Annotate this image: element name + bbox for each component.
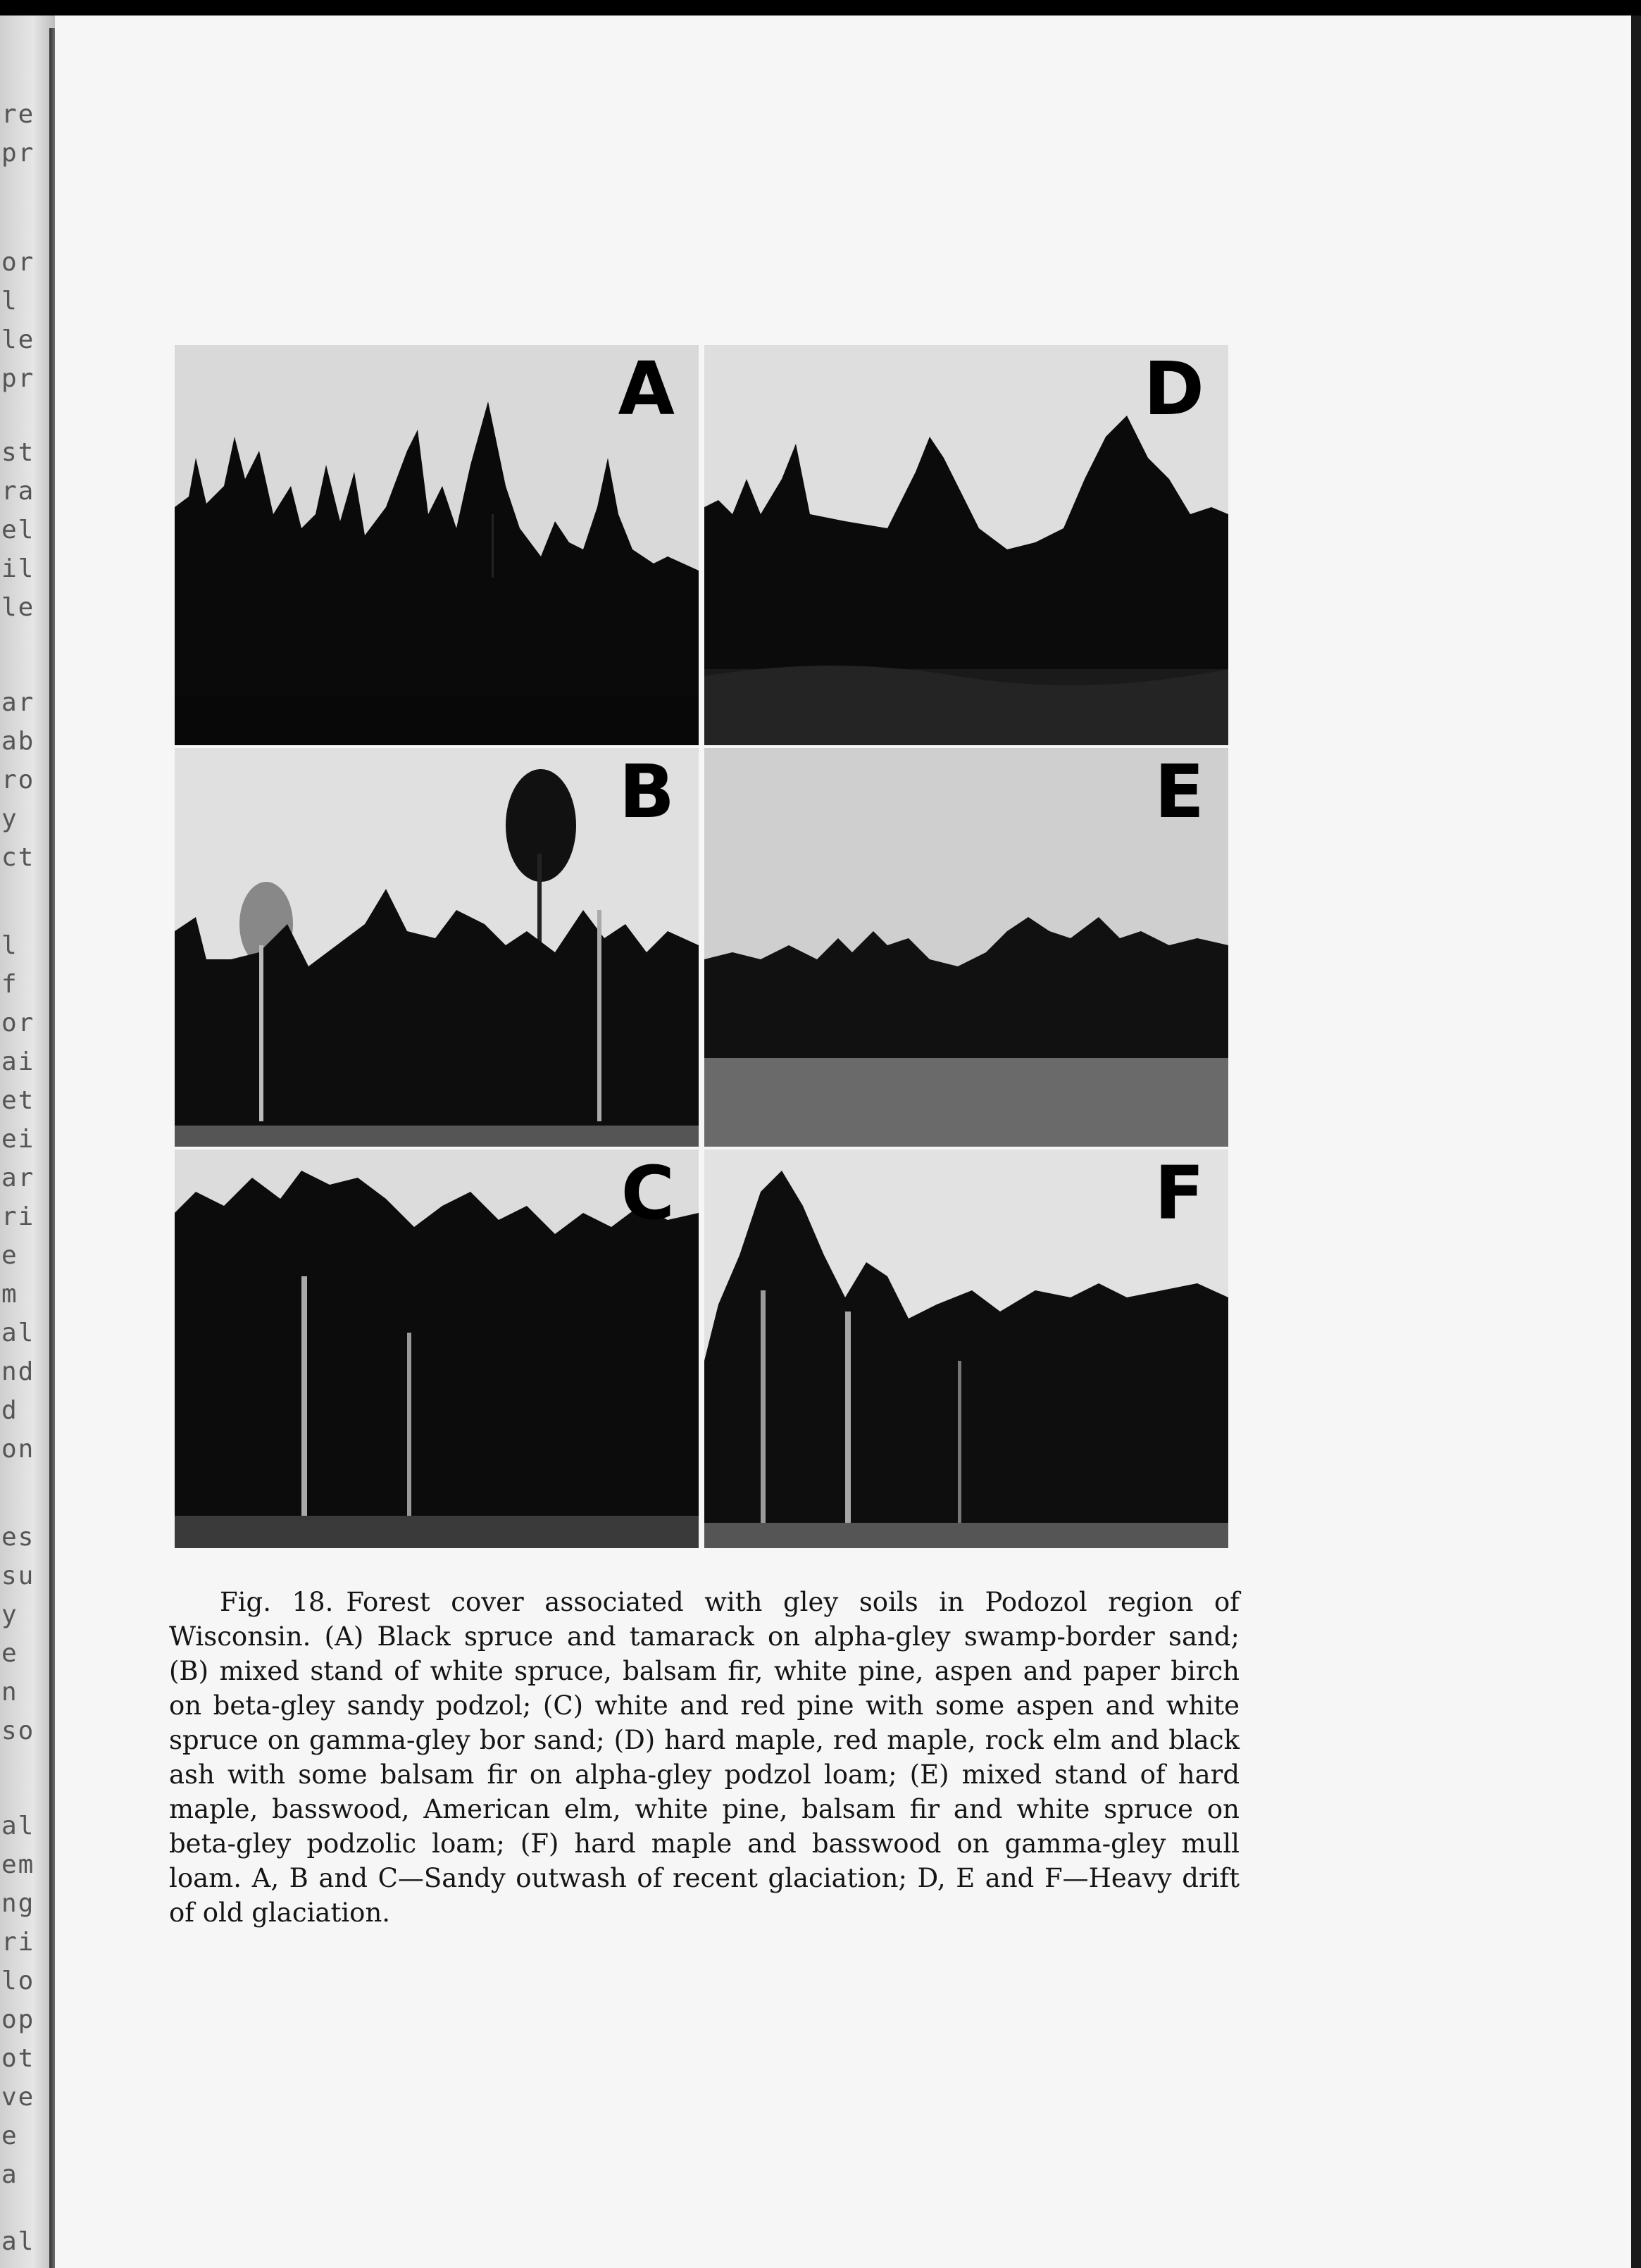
plate-label-e: E (1154, 749, 1204, 835)
photo-b-mixed-spruce-birch (175, 748, 699, 1147)
photo-c-white-red-pine (175, 1149, 699, 1548)
plate-label-a: A (618, 346, 675, 432)
photo-a-black-spruce-tamarack (175, 345, 699, 745)
figure-label: Fig. 18. (220, 1587, 334, 1617)
figure-caption-text: Forest cover associated with gley soils in Podozol region of Wisconsin. (A) Black spruce and tamarack on alpha-gley swamp-border sand; (B) mixed stand of white spruce, balsam fir, white pine, aspen and paper birch on beta-gley sandy podzol; (C) white and red pine with some aspen and white spruce on gamma-gley bor sand; (D) hard maple, red maple, rock elm and black ash with some balsam fir on alpha-gley podzol loam; (E) mixed stand of hard maple, basswood, American elm, white pine, balsam fir and white spruce on beta-gley podzolic loam; (F) hard maple and basswood on gamma-gley mull loam. A, B and C—Sandy outwash of recent glaciation; D, E and F—Heavy drift of old glaciation. (169, 1587, 1240, 1928)
plate-label-d: D (1143, 346, 1204, 432)
plate-label-b: B (618, 749, 675, 835)
photo-e-mixed-hardwood-conifer (704, 748, 1228, 1147)
underlying-page-edge: re pr or l le pr st ra el il le ar ab ro y ct l f or ai et ei ar ri e m al nd d on es su y e n so al em ng ri lo op ot ve e a al (0, 15, 55, 2268)
photo-d-hardwood-balsam (704, 345, 1228, 745)
photo-f-image (704, 1149, 1228, 1548)
photo-e-image (704, 748, 1228, 1147)
photo-f-maple-basswood (704, 1149, 1228, 1548)
photo-c-image (175, 1149, 699, 1548)
figure-caption (169, 1585, 1240, 1930)
plate-label-f: F (1154, 1150, 1204, 1236)
photo-plate-grid (175, 345, 1234, 1564)
scan-top-border (0, 0, 1641, 15)
plate-label-c: C (620, 1150, 675, 1236)
